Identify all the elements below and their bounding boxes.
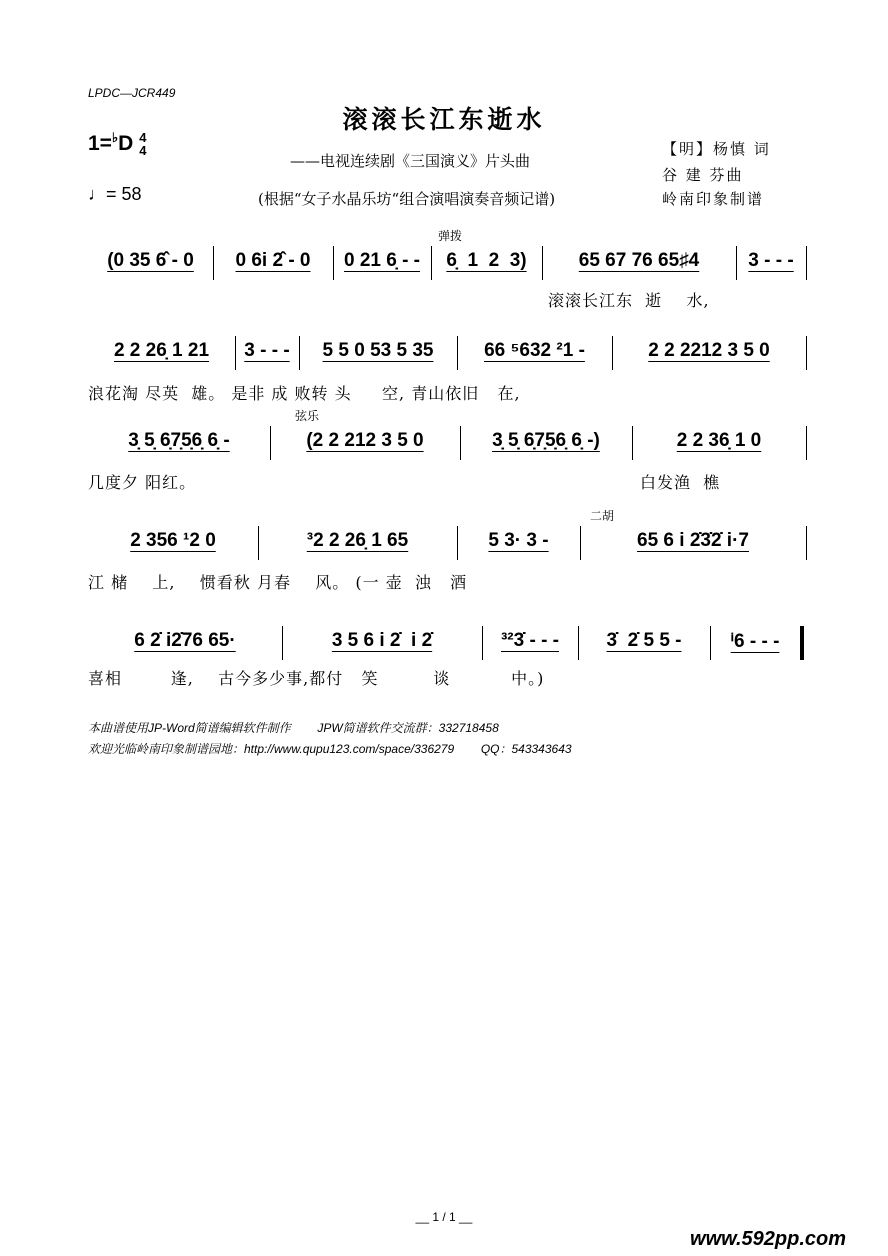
barline: [612, 336, 613, 370]
barline: [578, 626, 579, 660]
measure: 2 356 ¹2 0: [130, 530, 216, 551]
time-signature: [139, 131, 146, 157]
barline: [431, 246, 432, 280]
measure: 65 6 i 2̇3̇2̇ i·7: [637, 530, 749, 551]
measure: 5 5 0 53 5 35: [322, 340, 434, 361]
measure: 6̣ 1 2 3): [446, 250, 527, 271]
measure: ⁱ6 - - -: [730, 631, 780, 652]
time-top: 4: [139, 130, 147, 146]
measure: 3 - - -: [244, 340, 290, 361]
measure: 5 3· 3 -: [488, 530, 549, 551]
lyric-line: 滚滚长江东 逝 水,: [548, 291, 710, 310]
measure: 0 6i 2̂ - 0: [235, 250, 311, 271]
barline: [806, 426, 807, 460]
measure: 3̣ 5̣ 6̣7̣5̣6̣ 6̣ -): [492, 430, 600, 451]
lyric-line: 白发渔 樵: [640, 473, 721, 492]
barline: [213, 246, 214, 280]
measure: 2 2 26̣ 1 21: [113, 340, 210, 361]
barline: [235, 336, 236, 370]
barline: [800, 626, 804, 660]
watermark: www.592pp.com: [690, 1228, 846, 1250]
transcriber: 岭南印象制谱: [662, 190, 765, 208]
barline: [282, 626, 283, 660]
flat-sign: ♭: [111, 130, 119, 145]
time-bottom: 4: [139, 143, 147, 159]
measure: 66 ⁵632 ²1 -: [484, 340, 585, 361]
composer: 谷 建 芬曲: [662, 166, 744, 184]
barline: [806, 246, 807, 280]
barline: [482, 626, 483, 660]
measure: 3̇ 2̇ 5 5 -: [606, 630, 682, 651]
lyric-line: 几度夕 阳红。: [88, 473, 197, 492]
barline: [736, 246, 737, 280]
instrument-label: 弹拨: [438, 229, 463, 243]
instrument-label: 弦乐: [295, 409, 320, 423]
measure: 6 2̇ i2̇76 65·: [134, 630, 236, 651]
measure: ³2 2 26̣ 1 65: [306, 530, 409, 551]
score-code: LPDC—JCR449: [88, 86, 176, 100]
barline: [806, 336, 807, 370]
measure: 3̣ 5̣ 6̣7̣5̣6̣ 6̣ -: [128, 430, 230, 451]
tempo-mark: ♩= 58: [88, 184, 142, 204]
lyric-line: 喜相 逢, 古今多少事,都付 笑 谈 中。): [88, 669, 545, 688]
barline: [632, 426, 633, 460]
measure: 0 21 6̣ - -: [343, 250, 421, 271]
barline: [457, 336, 458, 370]
measure: 3 5 6 i 2̇ i 2̇: [331, 630, 433, 651]
barline: [580, 526, 581, 560]
footer-software-note: 本曲谱使用JP-Word简谱编辑软件制作 JPW简谱软件交流群：332718458: [88, 721, 499, 735]
barline: [806, 526, 807, 560]
song-title: 滚滚长江东逝水: [342, 105, 546, 134]
footer-website-note: 欢迎光临岭南印象制谱园地：http://www.qupu123.com/space/336279 QQ：543343643: [88, 742, 572, 756]
barline: [460, 426, 461, 460]
key-label: 1=: [88, 132, 112, 155]
key-signature: [88, 130, 147, 157]
lyricist: 【明】杨慎 词: [662, 140, 771, 158]
lyric-line: 江 槠 上, 惯看秋 月春 风。 (一 壶 浊 酒: [88, 573, 468, 592]
measure: (0 35 6̂ - 0: [107, 250, 194, 271]
barline: [333, 246, 334, 280]
barline: [542, 246, 543, 280]
subtitle: ——电视连续剧《三国演义》片头曲: [290, 152, 531, 170]
barline: [710, 626, 711, 660]
measure: 65 67 76 65♯4: [578, 250, 700, 271]
barline: [299, 336, 300, 370]
source-note: (根据“女子水晶乐坊“组合演唱演奏音频记谱): [258, 190, 556, 208]
key-note: D: [118, 132, 134, 155]
measure: 3 - - -: [748, 250, 794, 271]
instrument-label: 二胡: [590, 509, 615, 523]
lyric-line: 浪花淘 尽英 雄。 是非 成 败转 头 空, 青山依旧 在,: [88, 384, 521, 403]
measure: (2 2 212 3 5 0: [306, 430, 424, 451]
measure: 2 2 2212 3 5 0: [648, 340, 770, 361]
barline: [457, 526, 458, 560]
barline: [270, 426, 271, 460]
barline: [258, 526, 259, 560]
page-number: __ 1 / 1 __: [415, 1210, 473, 1224]
measure: ³²3̇ - - -: [500, 630, 560, 651]
measure: 2 2 36̣ 1 0: [676, 430, 762, 451]
